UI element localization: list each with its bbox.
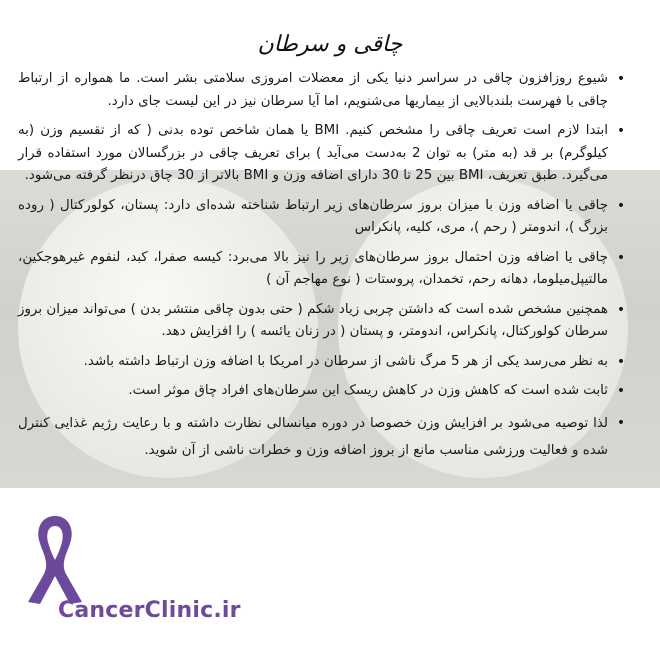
paragraph-text: چاقی یا اضافه وزن احتمال بروز سرطان‌های زیر را نیز بالا می‌برد: کیسه صفرا، کبد، لنفوم غیرهوجکین، مالتیپل‌میلوما، دهانه رحم، تخمدان، پروستات ( نوع مهاجم آن ) [18,249,608,287]
paragraph-text: ثابت شده است که کاهش وزن در کاهش ریسک این سرطان‌های افراد چاق موثر است. [128,383,608,398]
paragraph-weight-loss [18,380,626,403]
bullet-icon: • [616,353,626,370]
paragraph-text: لذا توصیه می‌شود بر افزایش وزن خصوصا در دوره میانسالی نظارت داشته و با رعایت رژیم غذایی کنترل شده و فعالیت ورزشی مناسب مانع از بروز اضافه وزن و خطرات ناشی از آن شوید. [18,415,608,458]
paragraph-bmi-definition [18,120,626,188]
paragraph-text: همچنین مشخص شده است که داشتن چربی زیاد شکم ( حتی بدون چاقی منتشر بدن ) می‌تواند میزان بروز سرطان کولورکتال، پانکراس، اندومتر، و پستان ( در زنان یائسه ) را افزایش دهد. [18,301,608,339]
bullet-icon: • [616,123,626,139]
bullet-icon: • [616,249,626,266]
paragraph-mortality [18,351,626,374]
bullet-icon: • [616,383,626,399]
article-body [18,68,626,471]
paragraph-text: شیوع روزافزون چاقی در سراسر دنیا یکی از معضلات امروزی سلامتی بشر است. ما همواره از ارتباط چاقی با فهرست بلندبالایی از بیماریها می‌شنویم، اما آیا سرطان نیز در این لیست جای دارد. [18,71,608,109]
bullet-icon: • [616,197,626,214]
bullet-icon: • [616,71,626,87]
awareness-ribbon-icon [20,512,90,607]
bullet-icon: • [616,414,626,431]
bullet-icon: • [616,301,626,318]
paragraph-possible-cancers [18,247,626,292]
paragraph-known-cancers [18,195,626,240]
paragraph-text: ابتدا لازم است تعریف چاقی را مشخص کنیم. BMI یا همان شاخص توده بدنی ( که از تقسیم وزن (به کیلوگرم) بر قد (به متر) به توان 2 به‌دست می‌آید ) برای تعریف چاقی در بزرگسالان مورد استفاده قرار می‌گیرد. طبق تعریف، BMI بین 25 تا 30 دارای اضافه وزن و BMI بالاتر از 30 چاق درنظر گرفته می‌شود. [18,123,609,183]
paragraph-abdominal-fat [18,299,626,344]
paragraph-recommendation [18,410,626,464]
paragraph-text: به نظر می‌رسد یکی از هر 5 مرگ ناشی از سرطان در امریکا با اضافه وزن ارتباط داشته باشد. [83,353,608,369]
paragraph-text: چاقی یا اضافه وزن با میزان بروز سرطان‌های زیر ارتباط شناخته شده‌ای دارد: پستان، کولورکتال ( روده بزرگ )، اندومتر ( رحم )، مری، کلیه، پانکراس [18,197,608,235]
paragraph-prevalence [18,68,626,113]
page-title: چاقی و سرطان [257,32,403,57]
site-logo: CancerClinic.ir [58,598,241,623]
